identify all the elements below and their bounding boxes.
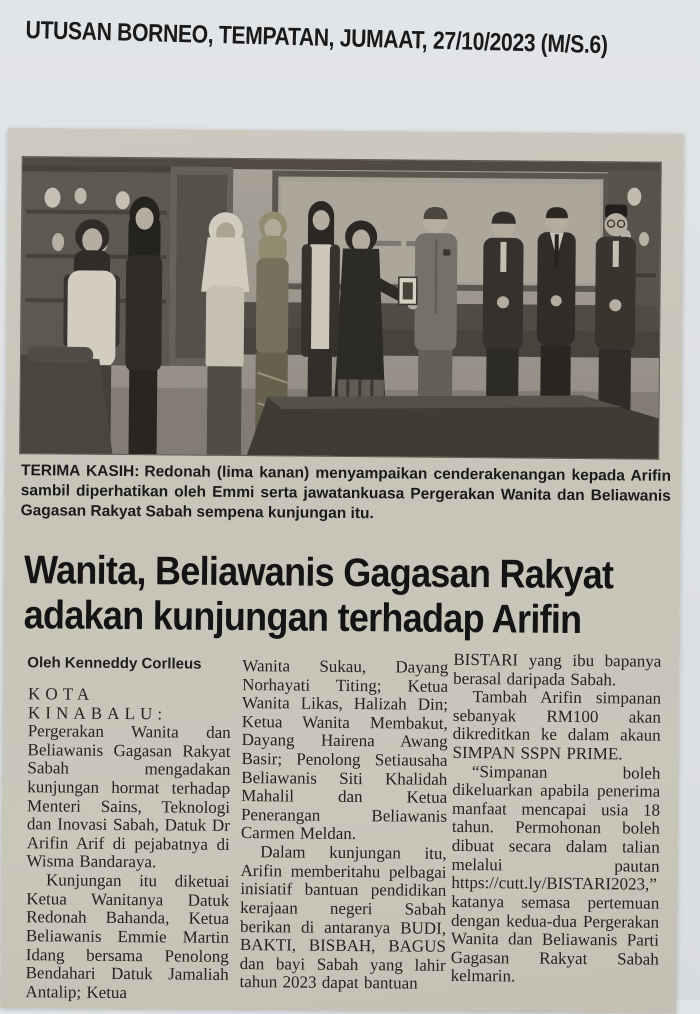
article-paragraph: Wanita Sukau, Dayang Norhayati Titing; Ketua Wanita Likas, Halizah Din; Ketua Wanita Membakut, Dayang Hairena Awang Basir; Penolong Setiausaha Beliawanis Siti Khalidah Mahalil dan Ketua Penerangan Beliawanis Carmen Meldan. — [241, 657, 449, 845]
caption-label: TERIMA KASIH: — [21, 462, 140, 480]
publication-header: UTUSAN BORNEO, TEMPATAN, JUMAAT, 27/10/2023 (M/S.6) — [25, 16, 609, 60]
group-photo-illustration — [20, 157, 661, 459]
article-paragraph: Kunjungan itu diketuai Ketua Wanitanya Datuk Redonah Bahanda, Ketua Beliawanis Emmie Martin Idang bersama Penolong Bendahari Datuk Jamaliah Antalip; Ketua — [25, 871, 229, 1003]
article-photo — [19, 156, 662, 460]
headline-line-1: Wanita, Beliawanis Gagasan Rakyat — [24, 548, 614, 598]
photo-caption — [21, 461, 672, 527]
dateline: KOTA KINABALU: — [28, 684, 168, 723]
article-column-2 — [239, 657, 448, 994]
article-column-1 — [25, 685, 231, 1003]
article-column-3 — [451, 651, 662, 988]
newspaper-clipping — [0, 128, 684, 1014]
article-paragraph: “Simpanan boleh dikeluarkan apabila penerima manfaat mencapai usia 18 tahun. Permohonan boleh dibuat secara dalam talian melalui pautan https://cutt.ly/BISTARI2023,” katanya semasa pertemuan dengan kedua-dua Pergerakan Wanita dan Beliawanis Parti Gagasan Rakyat Sabah kelmarin. — [451, 763, 661, 988]
article-paragraph: BISTARI yang ibu bapanya berasal daripada Sabah. — [453, 651, 661, 690]
article-paragraph: Dalam kunjungan itu, Arifin memberitahu pelbagai inisiatif bantuan pendidikan kerajaan negeri Sabah berikan di antaranya BUDI, BAKTI, BISBAH, BAGUS dan bayi Sabah yang lahir tahun 2023 dapat bantuan — [239, 843, 446, 994]
headline-line-2: adakan kunjungan terhadap Arifin — [24, 593, 614, 643]
caption-text: Redonah (lima kanan) menyampaikan cenderakenangan kepada Arifin sambil diperhatikan oleh Emmi serta jawatankuasa Pergerakan Wanita dan Beliawanis Gagasan Rakyat Sabah sempena kunjungan itu. — [21, 463, 671, 522]
article-byline: Oleh Kenneddy Corlleus — [27, 654, 201, 673]
article-paragraph: Tambah Arifin simpanan sebanyak RM100 akan dikreditkan ke dalam akaun SIMPAN SSPN PRIME. — [452, 688, 661, 764]
article-paragraph: KOTA KINABALU: Pergerakan Wanita dan Beliawanis Gagasan Rakyat Sabah mengadakan kunjungan hormat terhadap Menteri Sains, Teknologi dan Inovasi Sabah, Datuk Dr Arifin Arif di pejabatnya di Wisma Bandaraya. — [27, 685, 232, 873]
article-headline — [24, 548, 614, 644]
